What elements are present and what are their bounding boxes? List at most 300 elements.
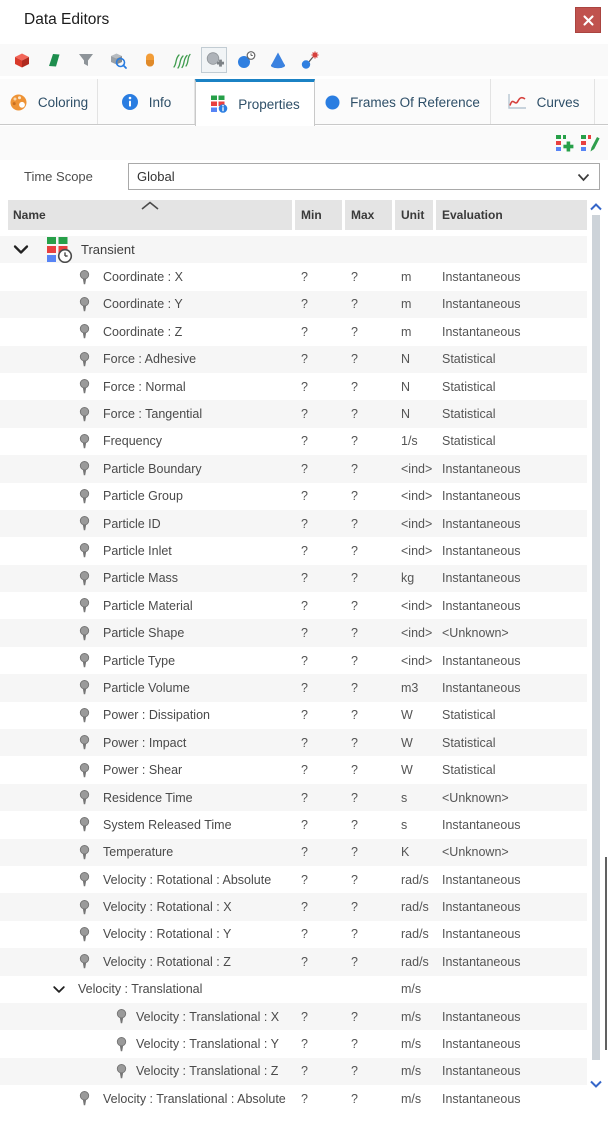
row-min-value: ? bbox=[301, 763, 308, 778]
row-label: Particle Mass bbox=[103, 571, 179, 586]
row-unit-value: m/s bbox=[401, 982, 422, 997]
property-pin-icon bbox=[79, 817, 90, 832]
row-max-value: ? bbox=[351, 489, 358, 504]
row-name-cell bbox=[0, 954, 295, 969]
row-name-cell bbox=[0, 708, 295, 723]
row-label: Velocity : Translational bbox=[78, 982, 203, 997]
title-bar bbox=[0, 0, 608, 44]
palette-icon bbox=[9, 93, 28, 112]
row-max-value: ? bbox=[351, 845, 358, 860]
property-pin-icon bbox=[79, 954, 90, 969]
property-pin-icon bbox=[116, 1009, 127, 1024]
row-evaluation-value: Instantaneous bbox=[442, 598, 521, 613]
row-name-cell bbox=[0, 407, 295, 422]
row-unit-value: W bbox=[401, 735, 413, 750]
row-evaluation-value: Instantaneous bbox=[442, 297, 521, 312]
row-min-value: ? bbox=[301, 708, 308, 723]
row-label: Temperature bbox=[103, 845, 174, 860]
tab-coloring[interactable] bbox=[0, 79, 98, 125]
row-unit-value: <ind> bbox=[401, 489, 433, 504]
table-row[interactable] bbox=[0, 537, 587, 564]
property-pin-icon bbox=[79, 434, 90, 449]
table-row[interactable] bbox=[0, 565, 587, 592]
row-min-value: ? bbox=[301, 680, 308, 695]
table-row[interactable] bbox=[0, 784, 587, 811]
row-name-cell bbox=[0, 236, 295, 263]
row-max-value: ? bbox=[351, 543, 358, 558]
property-pin-icon bbox=[79, 790, 90, 805]
property-pin-icon bbox=[116, 1064, 127, 1079]
row-evaluation-value: Instantaneous bbox=[442, 653, 521, 668]
row-max-value: ? bbox=[351, 1037, 358, 1052]
chevron-expanded-icon[interactable] bbox=[53, 985, 66, 994]
table-row[interactable] bbox=[0, 976, 587, 1003]
table-row[interactable] bbox=[0, 702, 587, 729]
row-name-cell bbox=[0, 489, 295, 504]
row-evaluation-value: Instantaneous bbox=[442, 954, 521, 969]
property-pin-icon bbox=[79, 352, 90, 367]
row-min-value: ? bbox=[301, 927, 308, 942]
row-max-value: ? bbox=[351, 1009, 358, 1024]
inspect-icon[interactable] bbox=[105, 47, 131, 73]
row-min-value: ? bbox=[301, 872, 308, 887]
row-min-value: ? bbox=[301, 626, 308, 641]
row-min-value: ? bbox=[301, 653, 308, 668]
tab-curves[interactable] bbox=[491, 79, 595, 125]
row-min-value: ? bbox=[301, 324, 308, 339]
info-icon bbox=[121, 93, 139, 111]
row-label: Velocity : Rotational : Y bbox=[103, 927, 232, 942]
table-row[interactable] bbox=[0, 455, 587, 482]
column-header-unit[interactable]: Unit bbox=[395, 200, 433, 230]
row-min-value: ? bbox=[301, 900, 308, 915]
property-pin-icon bbox=[79, 1091, 90, 1106]
row-label: Velocity : Translational : Absolute bbox=[103, 1091, 286, 1106]
column-header-min[interactable]: Min bbox=[295, 200, 342, 230]
row-max-value: ? bbox=[351, 461, 358, 476]
row-label: Velocity : Translational : X bbox=[136, 1009, 280, 1024]
editors-toolbar bbox=[0, 44, 608, 76]
property-actions-row bbox=[0, 126, 608, 160]
row-label: Power : Dissipation bbox=[103, 708, 210, 723]
table-row[interactable] bbox=[0, 893, 587, 920]
row-min-value: ? bbox=[301, 1037, 308, 1052]
edit-property-button[interactable] bbox=[579, 132, 601, 154]
row-unit-value: rad/s bbox=[401, 954, 429, 969]
property-pin-icon bbox=[79, 680, 90, 695]
table-row[interactable] bbox=[0, 1003, 587, 1030]
row-name-cell bbox=[0, 543, 295, 558]
row-unit-value: kg bbox=[401, 571, 415, 586]
row-evaluation-value: <Unknown> bbox=[442, 845, 509, 860]
row-evaluation-value: Instantaneous bbox=[442, 571, 521, 586]
row-unit-value: rad/s bbox=[401, 900, 429, 915]
row-min-value: ? bbox=[301, 489, 308, 504]
row-unit-value: <ind> bbox=[401, 516, 433, 531]
property-pin-icon bbox=[79, 516, 90, 531]
row-max-value: ? bbox=[351, 900, 358, 915]
row-min-value: ? bbox=[301, 407, 308, 422]
table-row[interactable] bbox=[0, 346, 587, 373]
row-unit-value: N bbox=[401, 379, 411, 394]
row-evaluation-value: <Unknown> bbox=[442, 626, 509, 641]
row-max-value: ? bbox=[351, 708, 358, 723]
tab-properties[interactable] bbox=[195, 79, 315, 126]
row-unit-value: <ind> bbox=[401, 653, 433, 668]
row-evaluation-value: Instantaneous bbox=[442, 1009, 521, 1024]
row-name-cell bbox=[0, 1009, 295, 1024]
row-max-value: ? bbox=[351, 680, 358, 695]
row-name-cell bbox=[0, 598, 295, 613]
tab-info[interactable] bbox=[98, 79, 195, 125]
row-unit-value: rad/s bbox=[401, 927, 429, 942]
row-unit-value: W bbox=[401, 708, 413, 723]
row-label: Particle Group bbox=[103, 489, 183, 504]
column-header-max[interactable]: Max bbox=[345, 200, 392, 230]
row-unit-value: m bbox=[401, 270, 412, 285]
row-evaluation-value: Statistical bbox=[442, 708, 496, 723]
property-pin-icon bbox=[79, 900, 90, 915]
table-row[interactable] bbox=[0, 510, 587, 537]
tab-frames-of-reference[interactable] bbox=[315, 79, 491, 125]
row-label: Power : Shear bbox=[103, 763, 183, 778]
row-max-value: ? bbox=[351, 954, 358, 969]
time-sphere-icon[interactable] bbox=[233, 47, 259, 73]
row-label: Force : Adhesive bbox=[103, 352, 197, 367]
column-header-name[interactable]: Name bbox=[8, 200, 292, 230]
row-max-value: ? bbox=[351, 379, 358, 394]
row-name-cell bbox=[0, 270, 295, 285]
table-row[interactable] bbox=[0, 1085, 587, 1112]
row-min-value: ? bbox=[301, 598, 308, 613]
streamlines-icon[interactable] bbox=[169, 47, 195, 73]
close-button[interactable] bbox=[575, 7, 601, 33]
row-max-value: ? bbox=[351, 352, 358, 367]
row-name-cell bbox=[0, 845, 295, 860]
row-unit-value: K bbox=[401, 845, 410, 860]
edit-property-icon bbox=[580, 133, 600, 153]
row-unit-value: m bbox=[401, 297, 412, 312]
close-icon bbox=[583, 15, 594, 26]
row-max-value: ? bbox=[351, 735, 358, 750]
row-label: Velocity : Rotational : Absolute bbox=[103, 872, 272, 887]
row-unit-value: <ind> bbox=[401, 626, 433, 641]
row-max-value: ? bbox=[351, 817, 358, 832]
scrollbar-up-button[interactable] bbox=[589, 201, 603, 213]
row-label: Particle Type bbox=[103, 653, 176, 668]
row-evaluation-value: Instantaneous bbox=[442, 461, 521, 476]
row-min-value: ? bbox=[301, 817, 308, 832]
filter-icon[interactable] bbox=[73, 47, 99, 73]
table-row[interactable] bbox=[0, 729, 587, 756]
row-name-cell bbox=[0, 790, 295, 805]
properties-icon bbox=[210, 95, 228, 113]
row-label: Particle Boundary bbox=[103, 461, 202, 476]
row-max-value: ? bbox=[351, 872, 358, 887]
table-row[interactable] bbox=[0, 1030, 587, 1057]
row-name-cell bbox=[0, 927, 295, 942]
property-pin-icon bbox=[79, 653, 90, 668]
cone-icon[interactable] bbox=[265, 47, 291, 73]
row-name-cell bbox=[0, 434, 295, 449]
row-label: System Released Time bbox=[103, 817, 232, 832]
row-name-cell bbox=[0, 653, 295, 668]
row-label: Velocity : Translational : Y bbox=[136, 1037, 279, 1052]
property-pin-icon bbox=[79, 845, 90, 860]
property-pin-icon bbox=[79, 626, 90, 641]
tab-label: Curves bbox=[536, 94, 580, 110]
row-evaluation-value: Statistical bbox=[442, 379, 496, 394]
transient-icon bbox=[46, 236, 73, 263]
row-min-value: ? bbox=[301, 845, 308, 860]
row-unit-value: N bbox=[401, 407, 411, 422]
tab-filler bbox=[595, 79, 608, 125]
row-max-value: ? bbox=[351, 270, 358, 285]
row-unit-value: W bbox=[401, 763, 413, 778]
property-pin-icon bbox=[79, 763, 90, 778]
row-evaluation-value: Instantaneous bbox=[442, 324, 521, 339]
row-evaluation-value: Instantaneous bbox=[442, 516, 521, 531]
row-max-value: ? bbox=[351, 1091, 358, 1106]
row-max-value: ? bbox=[351, 927, 358, 942]
row-evaluation-value: Instantaneous bbox=[442, 817, 521, 832]
row-min-value: ? bbox=[301, 352, 308, 367]
table-row[interactable] bbox=[0, 291, 587, 318]
row-evaluation-value: Instantaneous bbox=[442, 900, 521, 915]
row-unit-value: rad/s bbox=[401, 872, 429, 887]
row-evaluation-value: Instantaneous bbox=[442, 927, 521, 942]
row-label: Coordinate : Z bbox=[103, 324, 183, 339]
table-row[interactable] bbox=[0, 428, 587, 455]
property-pin-icon bbox=[116, 1037, 127, 1052]
chevron-down-icon bbox=[577, 173, 590, 182]
row-max-value: ? bbox=[351, 1064, 358, 1079]
sort-ascending-icon bbox=[140, 201, 160, 211]
row-label: Transient bbox=[81, 242, 135, 258]
panel-edge-line bbox=[605, 857, 607, 1050]
table-row[interactable] bbox=[0, 674, 587, 701]
row-unit-value: <ind> bbox=[401, 543, 433, 558]
row-min-value: ? bbox=[301, 1009, 308, 1024]
row-name-cell bbox=[0, 900, 295, 915]
tab-label: Info bbox=[148, 94, 172, 110]
window-title: Data Editors bbox=[24, 11, 110, 28]
row-max-value: ? bbox=[351, 790, 358, 805]
table-row[interactable] bbox=[0, 236, 587, 263]
row-min-value: ? bbox=[301, 1091, 308, 1106]
tab-label: Coloring bbox=[37, 94, 89, 110]
row-max-value: ? bbox=[351, 626, 358, 641]
table-row[interactable] bbox=[0, 839, 587, 866]
property-pin-icon bbox=[79, 489, 90, 504]
row-evaluation-value: Instantaneous bbox=[442, 489, 521, 504]
row-label: Force : Tangential bbox=[103, 407, 203, 422]
row-evaluation-value: Statistical bbox=[442, 407, 496, 422]
property-pin-icon bbox=[79, 927, 90, 942]
table-row[interactable] bbox=[0, 811, 587, 838]
row-name-cell bbox=[0, 297, 295, 312]
property-pin-icon bbox=[79, 461, 90, 476]
row-name-cell bbox=[0, 1064, 295, 1079]
row-label: Particle Shape bbox=[103, 626, 185, 641]
row-max-value: ? bbox=[351, 434, 358, 449]
row-evaluation-value: Instantaneous bbox=[442, 543, 521, 558]
row-label: Frequency bbox=[103, 434, 163, 449]
row-max-value: ? bbox=[351, 297, 358, 312]
row-unit-value: m bbox=[401, 324, 412, 339]
row-unit-value: m3 bbox=[401, 680, 419, 695]
property-pin-icon bbox=[79, 379, 90, 394]
row-unit-value: m/s bbox=[401, 1064, 422, 1079]
chevron-up-icon bbox=[590, 203, 602, 211]
column-header-evaluation[interactable]: Evaluation bbox=[436, 200, 587, 230]
table-row[interactable] bbox=[0, 373, 587, 400]
row-min-value: ? bbox=[301, 270, 308, 285]
curves-icon bbox=[506, 93, 527, 111]
row-name-cell bbox=[0, 324, 295, 339]
cylinder-icon[interactable] bbox=[137, 47, 163, 73]
row-label: Velocity : Translational : Z bbox=[136, 1064, 279, 1079]
row-label: Force : Normal bbox=[103, 379, 186, 394]
time-scope-dropdown[interactable] bbox=[128, 163, 600, 190]
row-max-value: ? bbox=[351, 653, 358, 668]
row-evaluation-value: Instantaneous bbox=[442, 270, 521, 285]
tab-bar bbox=[0, 79, 608, 125]
row-unit-value: s bbox=[401, 790, 408, 805]
row-evaluation-value: <Unknown> bbox=[442, 790, 509, 805]
table-row[interactable] bbox=[0, 756, 587, 783]
row-unit-value: N bbox=[401, 352, 411, 367]
row-min-value: ? bbox=[301, 379, 308, 394]
row-name-cell bbox=[0, 379, 295, 394]
row-name-cell bbox=[0, 1037, 295, 1052]
table-row[interactable] bbox=[0, 592, 587, 619]
row-name-cell bbox=[0, 626, 295, 641]
table-row[interactable] bbox=[0, 921, 587, 948]
row-name-cell bbox=[0, 735, 295, 750]
chevron-expanded-icon[interactable] bbox=[13, 244, 29, 255]
particle-add-icon[interactable] bbox=[201, 47, 227, 73]
row-max-value: ? bbox=[351, 516, 358, 531]
row-label: Coordinate : Y bbox=[103, 297, 183, 312]
scrollbar-down-button[interactable] bbox=[589, 1078, 603, 1090]
table-row[interactable] bbox=[0, 866, 587, 893]
row-min-value: ? bbox=[301, 543, 308, 558]
property-pin-icon bbox=[79, 270, 90, 285]
property-pin-icon bbox=[79, 407, 90, 422]
table-row[interactable] bbox=[0, 318, 587, 345]
property-pin-icon bbox=[79, 324, 90, 339]
time-scope-value: Global bbox=[137, 169, 175, 184]
row-evaluation-value: Statistical bbox=[442, 434, 496, 449]
row-name-cell bbox=[0, 571, 295, 586]
row-label: Residence Time bbox=[103, 790, 193, 805]
table-header bbox=[0, 200, 587, 230]
row-evaluation-value: Instantaneous bbox=[442, 872, 521, 887]
row-evaluation-value: Instantaneous bbox=[442, 1091, 521, 1106]
row-label: Particle Volume bbox=[103, 680, 190, 695]
row-max-value: ? bbox=[351, 407, 358, 422]
row-unit-value: m/s bbox=[401, 1009, 422, 1024]
table-row[interactable] bbox=[0, 647, 587, 674]
row-max-value: ? bbox=[351, 571, 358, 586]
table-row[interactable] bbox=[0, 619, 587, 646]
chevron-down-icon bbox=[590, 1080, 602, 1088]
add-property-icon bbox=[555, 133, 575, 153]
row-evaluation-value: Instantaneous bbox=[442, 680, 521, 695]
row-min-value: ? bbox=[301, 735, 308, 750]
row-max-value: ? bbox=[351, 598, 358, 613]
row-unit-value: <ind> bbox=[401, 461, 433, 476]
table-row[interactable] bbox=[0, 263, 587, 290]
row-unit-value: 1/s bbox=[401, 434, 418, 449]
time-scope-label: Time Scope bbox=[24, 169, 93, 184]
property-pin-icon bbox=[79, 543, 90, 558]
row-label: Particle Material bbox=[103, 598, 193, 613]
row-min-value: ? bbox=[301, 1064, 308, 1079]
row-label: Velocity : Rotational : X bbox=[103, 900, 232, 915]
row-label: Power : Impact bbox=[103, 735, 187, 750]
trajectory-icon[interactable] bbox=[297, 47, 323, 73]
property-pin-icon bbox=[79, 598, 90, 613]
property-tree bbox=[0, 236, 587, 1113]
row-name-cell bbox=[0, 352, 295, 367]
row-evaluation-value: Statistical bbox=[442, 352, 496, 367]
row-evaluation-value: Statistical bbox=[442, 735, 496, 750]
row-label: Coordinate : X bbox=[103, 270, 183, 285]
row-evaluation-value: Statistical bbox=[442, 763, 496, 778]
tab-label: Frames Of Reference bbox=[350, 94, 480, 110]
table-row[interactable] bbox=[0, 400, 587, 427]
property-pin-icon bbox=[79, 708, 90, 723]
property-pin-icon bbox=[79, 571, 90, 586]
property-pin-icon bbox=[79, 872, 90, 887]
tab-label: Properties bbox=[238, 96, 300, 112]
row-unit-value: m/s bbox=[401, 1037, 422, 1052]
cube-icon[interactable] bbox=[9, 47, 35, 73]
property-pin-icon bbox=[79, 297, 90, 312]
row-unit-value: m/s bbox=[401, 1091, 422, 1106]
row-name-cell bbox=[0, 516, 295, 531]
add-property-button[interactable] bbox=[554, 132, 576, 154]
table-row[interactable] bbox=[0, 483, 587, 510]
row-name-cell bbox=[0, 461, 295, 476]
row-name-cell bbox=[0, 872, 295, 887]
row-max-value: ? bbox=[351, 324, 358, 339]
row-min-value: ? bbox=[301, 516, 308, 531]
row-unit-value: s bbox=[401, 817, 408, 832]
scrollbar-thumb[interactable] bbox=[592, 215, 600, 1060]
row-name-cell bbox=[0, 817, 295, 832]
row-min-value: ? bbox=[301, 297, 308, 312]
circle-icon bbox=[325, 95, 340, 110]
row-name-cell bbox=[0, 982, 295, 996]
row-max-value: ? bbox=[351, 763, 358, 778]
row-evaluation-value: Instantaneous bbox=[442, 1037, 521, 1052]
row-label: Velocity : Rotational : Z bbox=[103, 954, 231, 969]
row-min-value: ? bbox=[301, 954, 308, 969]
plane-icon[interactable] bbox=[41, 47, 67, 73]
row-label: Particle ID bbox=[103, 516, 161, 531]
table-row[interactable] bbox=[0, 1058, 587, 1085]
row-name-cell bbox=[0, 680, 295, 695]
row-label: Particle Inlet bbox=[103, 543, 172, 558]
table-row[interactable] bbox=[0, 948, 587, 975]
row-min-value: ? bbox=[301, 571, 308, 586]
row-unit-value: <ind> bbox=[401, 598, 433, 613]
row-min-value: ? bbox=[301, 790, 308, 805]
row-min-value: ? bbox=[301, 461, 308, 476]
